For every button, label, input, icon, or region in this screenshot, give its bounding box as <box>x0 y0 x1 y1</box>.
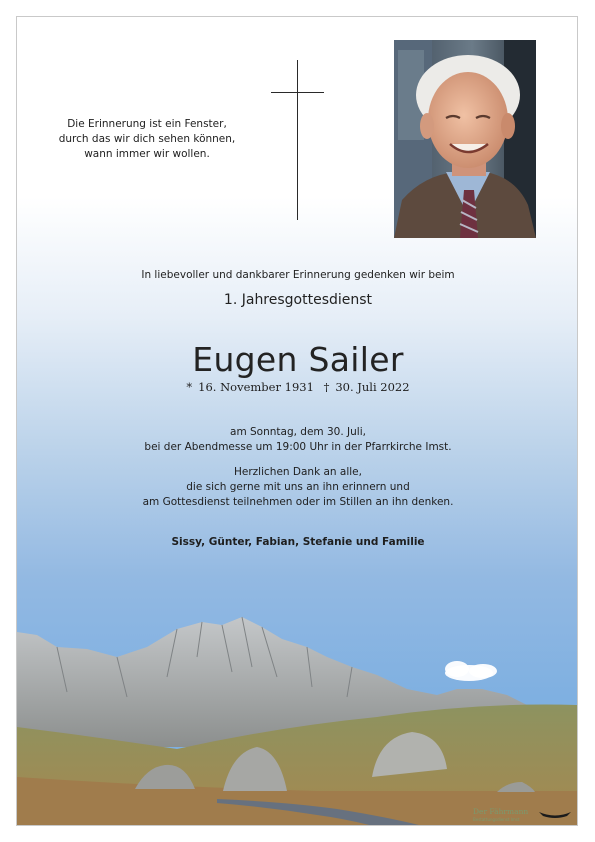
mountain-landscape-image <box>17 577 578 826</box>
birth-star-icon: * <box>186 380 193 394</box>
death-date: 30. Juli 2022 <box>335 380 410 394</box>
thanks-text <box>17 465 578 510</box>
quote-line: durch das wir dich sehen können, <box>58 133 236 145</box>
quote-line: Die Erinnerung ist ein Fenster, <box>67 118 227 130</box>
parte-card <box>16 16 578 826</box>
cross-vertical-bar <box>297 60 298 220</box>
birth-date: 16. November 1931 <box>198 380 314 394</box>
occasion-title: 1. Jahresgottesdienst <box>223 292 373 308</box>
thanks-line: die sich gerne mit uns an ihn erinnern und <box>186 481 410 493</box>
boat-icon <box>539 809 571 819</box>
family-signature: Sissy, Günter, Fabian, Stefanie und Familie <box>171 536 425 548</box>
cross-horizontal-bar <box>271 92 324 93</box>
thanks-line: Herzlichen Dank an alle, <box>234 466 362 478</box>
intro-text: In liebevoller und dankbarer Erinnerung gedenken wir beim <box>141 269 455 281</box>
portrait-photo <box>394 40 536 238</box>
funeral-home-logo: Der Fährmann <box>473 807 529 816</box>
deceased-name: Eugen Sailer <box>192 340 404 379</box>
quote-line: wann immer wir wollen. <box>84 148 210 160</box>
life-dates <box>17 380 578 394</box>
thanks-line: am Gottesdienst teilnehmen oder im Stillen an ihn denken. <box>142 496 454 508</box>
death-cross-icon: † <box>323 380 330 394</box>
service-line: am Sonntag, dem 30. Juli, <box>230 426 366 438</box>
service-line: bei der Abendmesse um 19:00 Uhr in der Pfarrkirche Imst. <box>144 441 452 453</box>
memorial-quote <box>47 117 247 162</box>
funeral-home-tagline: Bestattungsdienst Imst <box>473 817 520 822</box>
service-details <box>17 425 578 455</box>
